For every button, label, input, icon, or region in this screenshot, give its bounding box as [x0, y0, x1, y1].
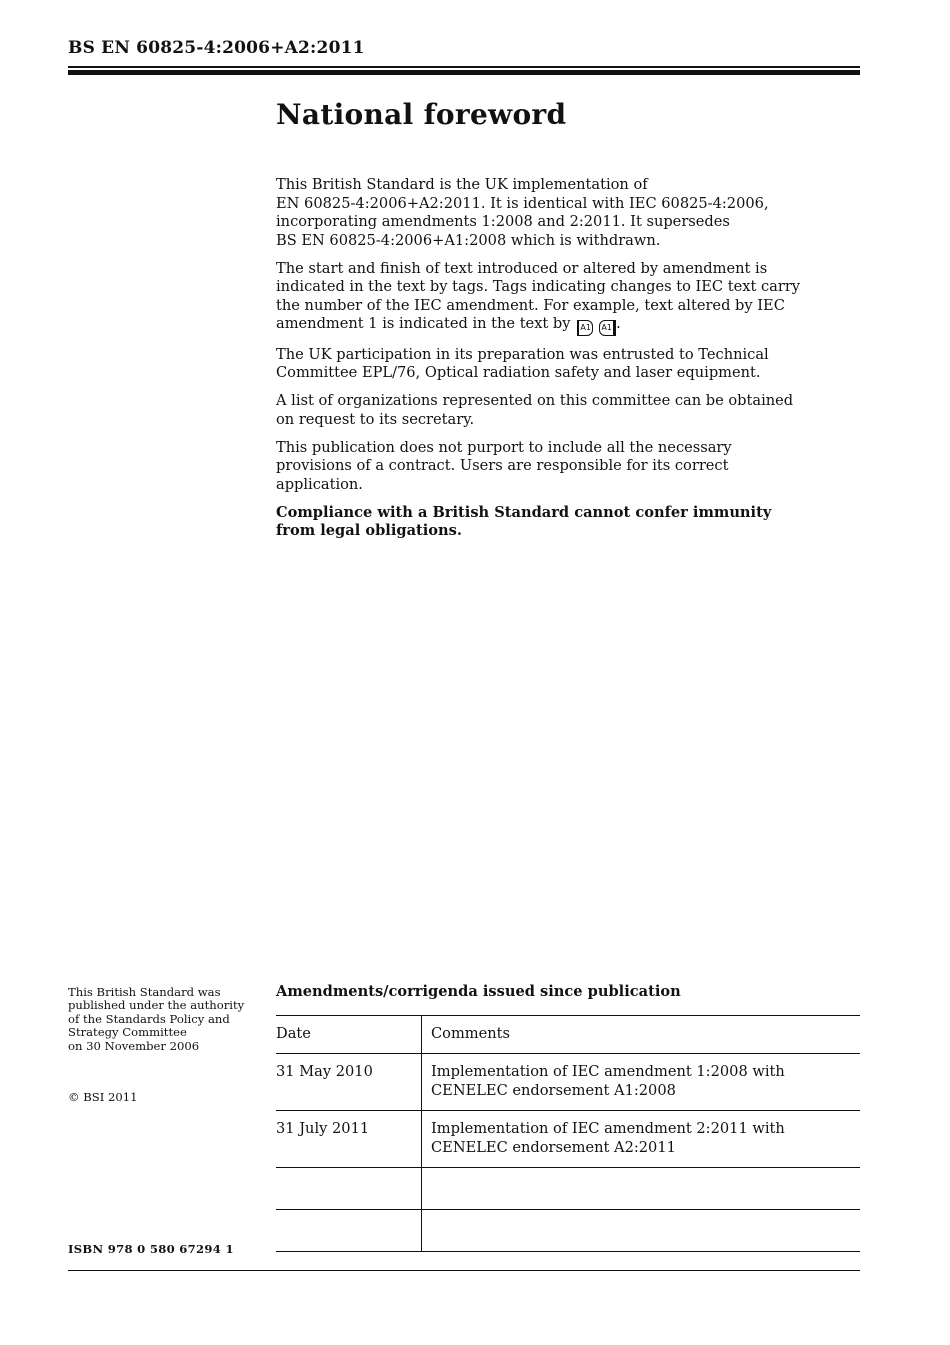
date-cell: [276, 1210, 422, 1252]
text-line: This publication does not purport to include all the necessary: [276, 438, 732, 456]
text-line: amendment 1 is indicated in the text by: [276, 315, 571, 332]
foreword-body: [276, 176, 824, 550]
text-line-with-tags: [276, 315, 824, 336]
text-line: on request to its secretary.: [276, 410, 475, 428]
empty-table-row: [276, 1168, 860, 1210]
comments-cell: [422, 1168, 861, 1210]
text-line: The UK participation in its preparation was entrusted to Technical: [276, 345, 769, 363]
text-line: The start and finish of text introduced or altered by amendment is: [276, 259, 768, 277]
column-header-date: [276, 1016, 422, 1054]
header-label: Comments: [431, 1025, 511, 1042]
note-line: of the Standards Policy and: [68, 1011, 230, 1026]
note-line: on 30 November 2006: [68, 1038, 200, 1053]
amendments-heading: Amendments/corrigenda issued since publication: [276, 983, 681, 1000]
text-line: Compliance with a British Standard cannot confer immunity: [276, 503, 772, 521]
amendment-open-tag-icon: A1: [577, 320, 593, 336]
table-row: [276, 1111, 860, 1168]
header-rule-thin: [68, 66, 860, 68]
text-line: A list of organizations represented on this committee can be obtained: [276, 392, 794, 409]
comment-line: Implementation of IEC amendment 2:2011 with: [431, 1120, 785, 1137]
publication-note: [68, 986, 263, 1053]
text-line: the number of the IEC amendment. For example, text altered by IEC: [276, 296, 785, 314]
note-line: This British Standard was: [68, 985, 221, 999]
comments-cell: [422, 1054, 861, 1111]
header-standard-id: BS EN 60825-4:2006+A2:2011: [68, 38, 365, 58]
comment-line: Implementation of IEC amendment 1:2008 with: [431, 1063, 785, 1080]
date-cell: [276, 1054, 422, 1111]
isbn-number: ISBN 978 0 580 67294 1: [68, 1242, 234, 1256]
paragraph-compliance: [276, 504, 824, 541]
comment-line: CENELEC endorsement A1:2008: [431, 1081, 676, 1099]
table-row: [276, 1054, 860, 1111]
amendments-table: [276, 1015, 860, 1252]
copyright-notice: © BSI 2011: [68, 1090, 138, 1104]
paragraph-committee: [276, 346, 824, 383]
text-line: This British Standard is the UK implementation of: [276, 176, 648, 193]
text-line: from legal obligations.: [276, 522, 462, 539]
paragraph-amendment-tags: [276, 260, 824, 337]
sentence-end: .: [616, 315, 621, 332]
text-line: provisions of a contract. Users are responsible for its correct: [276, 457, 729, 474]
footer-rule: [68, 1270, 860, 1271]
text-line: Committee EPL/76, Optical radiation safety and laser equipment.: [276, 364, 761, 381]
text-line: indicated in the text by tags. Tags indicating changes to IEC text carry: [276, 278, 801, 295]
text-line: incorporating amendments 1:2008 and 2:2011. It supersedes: [276, 213, 730, 230]
column-header-comments: [422, 1016, 861, 1054]
table-header-row: [276, 1016, 860, 1054]
header-rule-thick: [68, 70, 860, 75]
paragraph-implementation: [276, 176, 824, 250]
empty-table-row: [276, 1210, 860, 1252]
comments-cell: [422, 1111, 861, 1168]
header-label: Date: [276, 1025, 311, 1042]
comment-line: CENELEC endorsement A2:2011: [431, 1138, 676, 1156]
page-title: National foreword: [276, 98, 567, 131]
amendment-close-tag-icon: A1: [599, 320, 616, 336]
comments-cell: [422, 1210, 861, 1252]
date-value: 31 May 2010: [276, 1063, 373, 1080]
text-line: BS EN 60825-4:2006+A1:2008 which is withdrawn.: [276, 231, 661, 249]
text-line: EN 60825-4:2006+A2:2011. It is identical with IEC 60825-4:2006,: [276, 194, 769, 212]
note-line: published under the authority: [68, 998, 245, 1013]
date-cell: [276, 1111, 422, 1168]
note-line: Strategy Committee: [68, 1025, 187, 1040]
paragraph-organizations: [276, 392, 824, 429]
date-value: 31 July 2011: [276, 1120, 370, 1137]
date-cell: [276, 1168, 422, 1210]
paragraph-contract: [276, 439, 824, 495]
text-line: application.: [276, 475, 363, 493]
